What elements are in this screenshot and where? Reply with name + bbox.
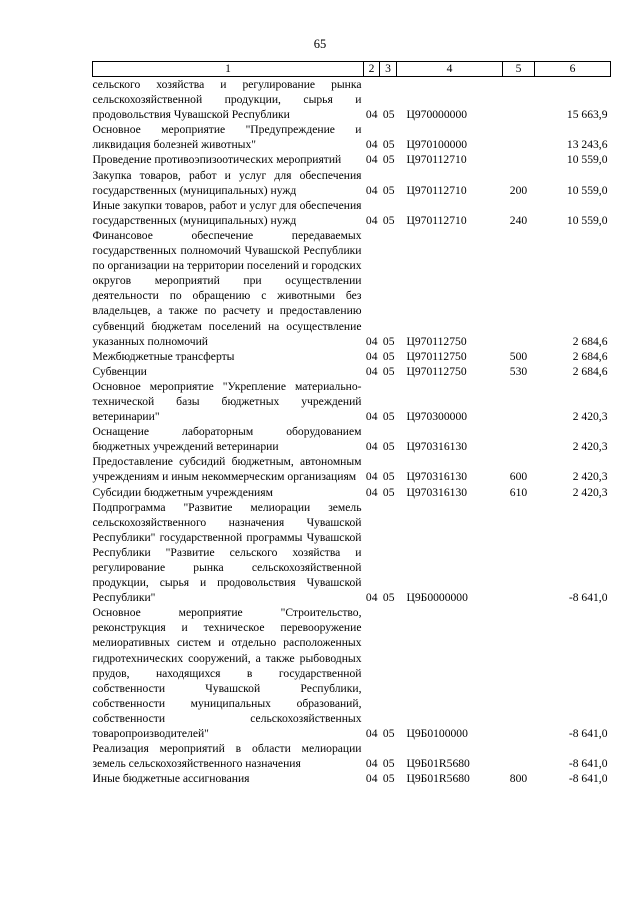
table-body — [93, 77, 611, 787]
row-section: 04 — [365, 364, 378, 378]
row-amount: -8 641,0 — [568, 757, 608, 771]
table-row — [93, 485, 611, 500]
row-expense-type: 600 — [509, 470, 528, 484]
row-target-code: Ц9Б01R5680 — [406, 772, 470, 786]
row-section: 04 — [365, 485, 378, 499]
table-row — [93, 152, 611, 167]
row-amount: 10 559,0 — [566, 183, 608, 197]
row-section: 04 — [365, 108, 378, 122]
row-name: Реализация мероприятий в области мелиорации земель сельскохозяйственного назначения — [92, 742, 362, 771]
row-subsection: 05 — [382, 410, 395, 424]
row-name: Финансовое обеспечение передаваемых государственных полномочий Чувашской Республики по организации на территории поселений и городских округов мероприятий при осуществлении деятельности по обращению с животными без владельцев, а также по расчету и предоставлению субвенций бюджетам поселений на осуществление указанных полномочий — [92, 228, 362, 348]
header-row — [93, 62, 611, 77]
row-expense-type — [503, 741, 535, 771]
row-subsection: 05 — [382, 183, 395, 197]
row-target-code: Ц970100000 — [406, 138, 468, 152]
row-target-code: Ц970112710 — [406, 183, 467, 197]
row-amount: 15 663,9 — [566, 108, 608, 122]
row-section: 04 — [365, 183, 378, 197]
row-target-code: Ц970316130 — [406, 470, 468, 484]
row-expense-type — [503, 605, 535, 741]
header-col-6: 6 — [535, 62, 611, 77]
row-name: Межбюджетные трансферты — [92, 349, 235, 363]
row-expense-type — [503, 228, 535, 349]
row-target-code: Ц970112750 — [406, 349, 467, 363]
row-subsection: 05 — [382, 591, 395, 605]
row-target-code: Ц970112710 — [406, 213, 467, 227]
table-row — [93, 122, 611, 152]
row-section: 04 — [365, 591, 378, 605]
row-expense-type: 530 — [509, 364, 528, 378]
row-amount: -8 641,0 — [568, 591, 608, 605]
row-amount: 2 420,3 — [572, 410, 608, 424]
row-target-code: Ц970112750 — [406, 364, 467, 378]
row-target-code: Ц970000000 — [406, 108, 468, 122]
table-row — [93, 77, 611, 123]
row-target-code: Ц970316130 — [406, 485, 468, 499]
table-row — [93, 228, 611, 349]
row-subsection: 05 — [382, 108, 395, 122]
row-amount: 10 559,0 — [566, 213, 608, 227]
row-expense-type: 800 — [509, 772, 528, 786]
row-expense-type — [503, 152, 535, 167]
row-name: Оснащение лабораторным оборудованием бюджетных учреждений ветеринарии — [92, 425, 362, 454]
row-section: 04 — [365, 772, 378, 786]
row-subsection: 05 — [382, 364, 395, 378]
row-name: Закупка товаров, работ и услуг для обеспечения государственных (муниципальных) нужд — [92, 168, 362, 197]
row-section: 04 — [365, 727, 378, 741]
row-amount: -8 641,0 — [568, 727, 608, 741]
table-row — [93, 349, 611, 364]
row-name: Субвенции — [92, 364, 147, 378]
row-name: Основное мероприятие "Строительство, реконструкция и техническое перевооружение мелиоративных систем и отдельно расположенных гидротехнических сооружений, а также рыбоводных прудов, находящихся в государственной собственности Чувашской Республики, собственности муниципальных образований, собственности сельскохозяйственных товаропроизводителей" — [92, 606, 362, 741]
row-name: Проведение противоэпизоотических мероприятий — [92, 153, 342, 167]
table-row — [93, 168, 611, 198]
row-subsection: 05 — [382, 727, 395, 741]
table-row — [93, 454, 611, 484]
row-section: 04 — [365, 213, 378, 227]
table-row — [93, 605, 611, 741]
row-section: 04 — [365, 757, 378, 771]
row-name: Субсидии бюджетным учреждениям — [92, 485, 273, 499]
row-expense-type — [503, 500, 535, 606]
budget-table — [92, 61, 611, 786]
row-expense-type — [503, 379, 535, 424]
row-subsection: 05 — [382, 485, 395, 499]
row-target-code: Ц9Б0000000 — [406, 591, 468, 605]
row-section: 04 — [365, 470, 378, 484]
row-amount: 2 420,3 — [572, 485, 608, 499]
row-expense-type: 200 — [509, 183, 528, 197]
row-name: Подпрограмма "Развитие мелиорации земель сельскохозяйственного назначения Чувашской Республики" государственной программы Чувашской Республики "Развитие сельского хозяйства и регулирование рынка сельскохозяйственной продукции, сырья и продовольствия Чувашской Республики" — [92, 500, 362, 605]
header-col-3: 3 — [380, 62, 397, 77]
row-amount: 2 420,3 — [572, 470, 608, 484]
page-number: 65 — [313, 37, 327, 51]
row-name: Основное мероприятие "Укрепление материально-технической базы бюджетных учреждений ветеринарии" — [92, 379, 362, 424]
row-subsection: 05 — [382, 440, 395, 454]
row-target-code: Ц9Б01R5680 — [406, 757, 470, 771]
row-expense-type: 240 — [509, 213, 528, 227]
row-section: 04 — [365, 138, 378, 152]
row-subsection: 05 — [382, 213, 395, 227]
row-subsection: 05 — [382, 470, 395, 484]
row-amount: 2 420,3 — [572, 440, 608, 454]
row-subsection: 05 — [382, 138, 395, 152]
table-row — [93, 364, 611, 379]
row-section: 04 — [365, 349, 378, 363]
row-section: 04 — [365, 334, 378, 348]
table-row — [93, 379, 611, 424]
row-target-code: Ц9Б0100000 — [406, 727, 468, 741]
row-subsection: 05 — [382, 757, 395, 771]
row-section: 04 — [365, 410, 378, 424]
row-name: Иные бюджетные ассигнования — [92, 772, 250, 786]
row-subsection: 05 — [382, 772, 395, 786]
row-subsection: 05 — [382, 349, 395, 363]
table-row — [93, 741, 611, 771]
table-row — [93, 771, 611, 786]
row-amount: -8 641,0 — [568, 772, 608, 786]
table-row — [93, 500, 611, 606]
row-target-code: Ц970112710 — [406, 153, 467, 167]
row-amount: 13 243,6 — [566, 138, 608, 152]
row-name: Иные закупки товаров, работ и услуг для обеспечения государственных (муниципальных) нужд — [92, 198, 362, 227]
row-amount: 2 684,6 — [572, 334, 608, 348]
row-target-code: Ц970300000 — [406, 410, 468, 424]
row-name: Основное мероприятие "Предупреждение и ликвидация болезней животных" — [92, 123, 362, 152]
header-col-5: 5 — [503, 62, 535, 77]
row-amount: 10 559,0 — [566, 153, 608, 167]
header-col-1: 1 — [93, 62, 364, 77]
table-header — [93, 62, 611, 77]
header-col-2: 2 — [364, 62, 380, 77]
row-amount: 2 684,6 — [572, 364, 608, 378]
row-target-code: Ц970316130 — [406, 440, 468, 454]
row-expense-type: 610 — [509, 485, 528, 499]
row-expense-type — [503, 77, 535, 123]
row-name: сельского хозяйства и регулирование рынка сельскохозяйственной продукции, сырья и продовольствия Чувашской Республики — [92, 78, 362, 122]
row-expense-type: 500 — [509, 349, 528, 363]
row-subsection: 05 — [382, 334, 395, 348]
row-expense-type — [503, 122, 535, 152]
header-col-4: 4 — [397, 62, 503, 77]
table-row — [93, 198, 611, 228]
table-row — [93, 424, 611, 454]
row-name: Предоставление субсидий бюджетным, автономным учреждениям и иным некоммерческим организациям — [92, 455, 362, 484]
row-section: 04 — [365, 440, 378, 454]
row-section: 04 — [365, 153, 378, 167]
row-expense-type — [503, 424, 535, 454]
row-target-code: Ц970112750 — [406, 334, 467, 348]
row-subsection: 05 — [382, 153, 395, 167]
row-amount: 2 684,6 — [572, 349, 608, 363]
